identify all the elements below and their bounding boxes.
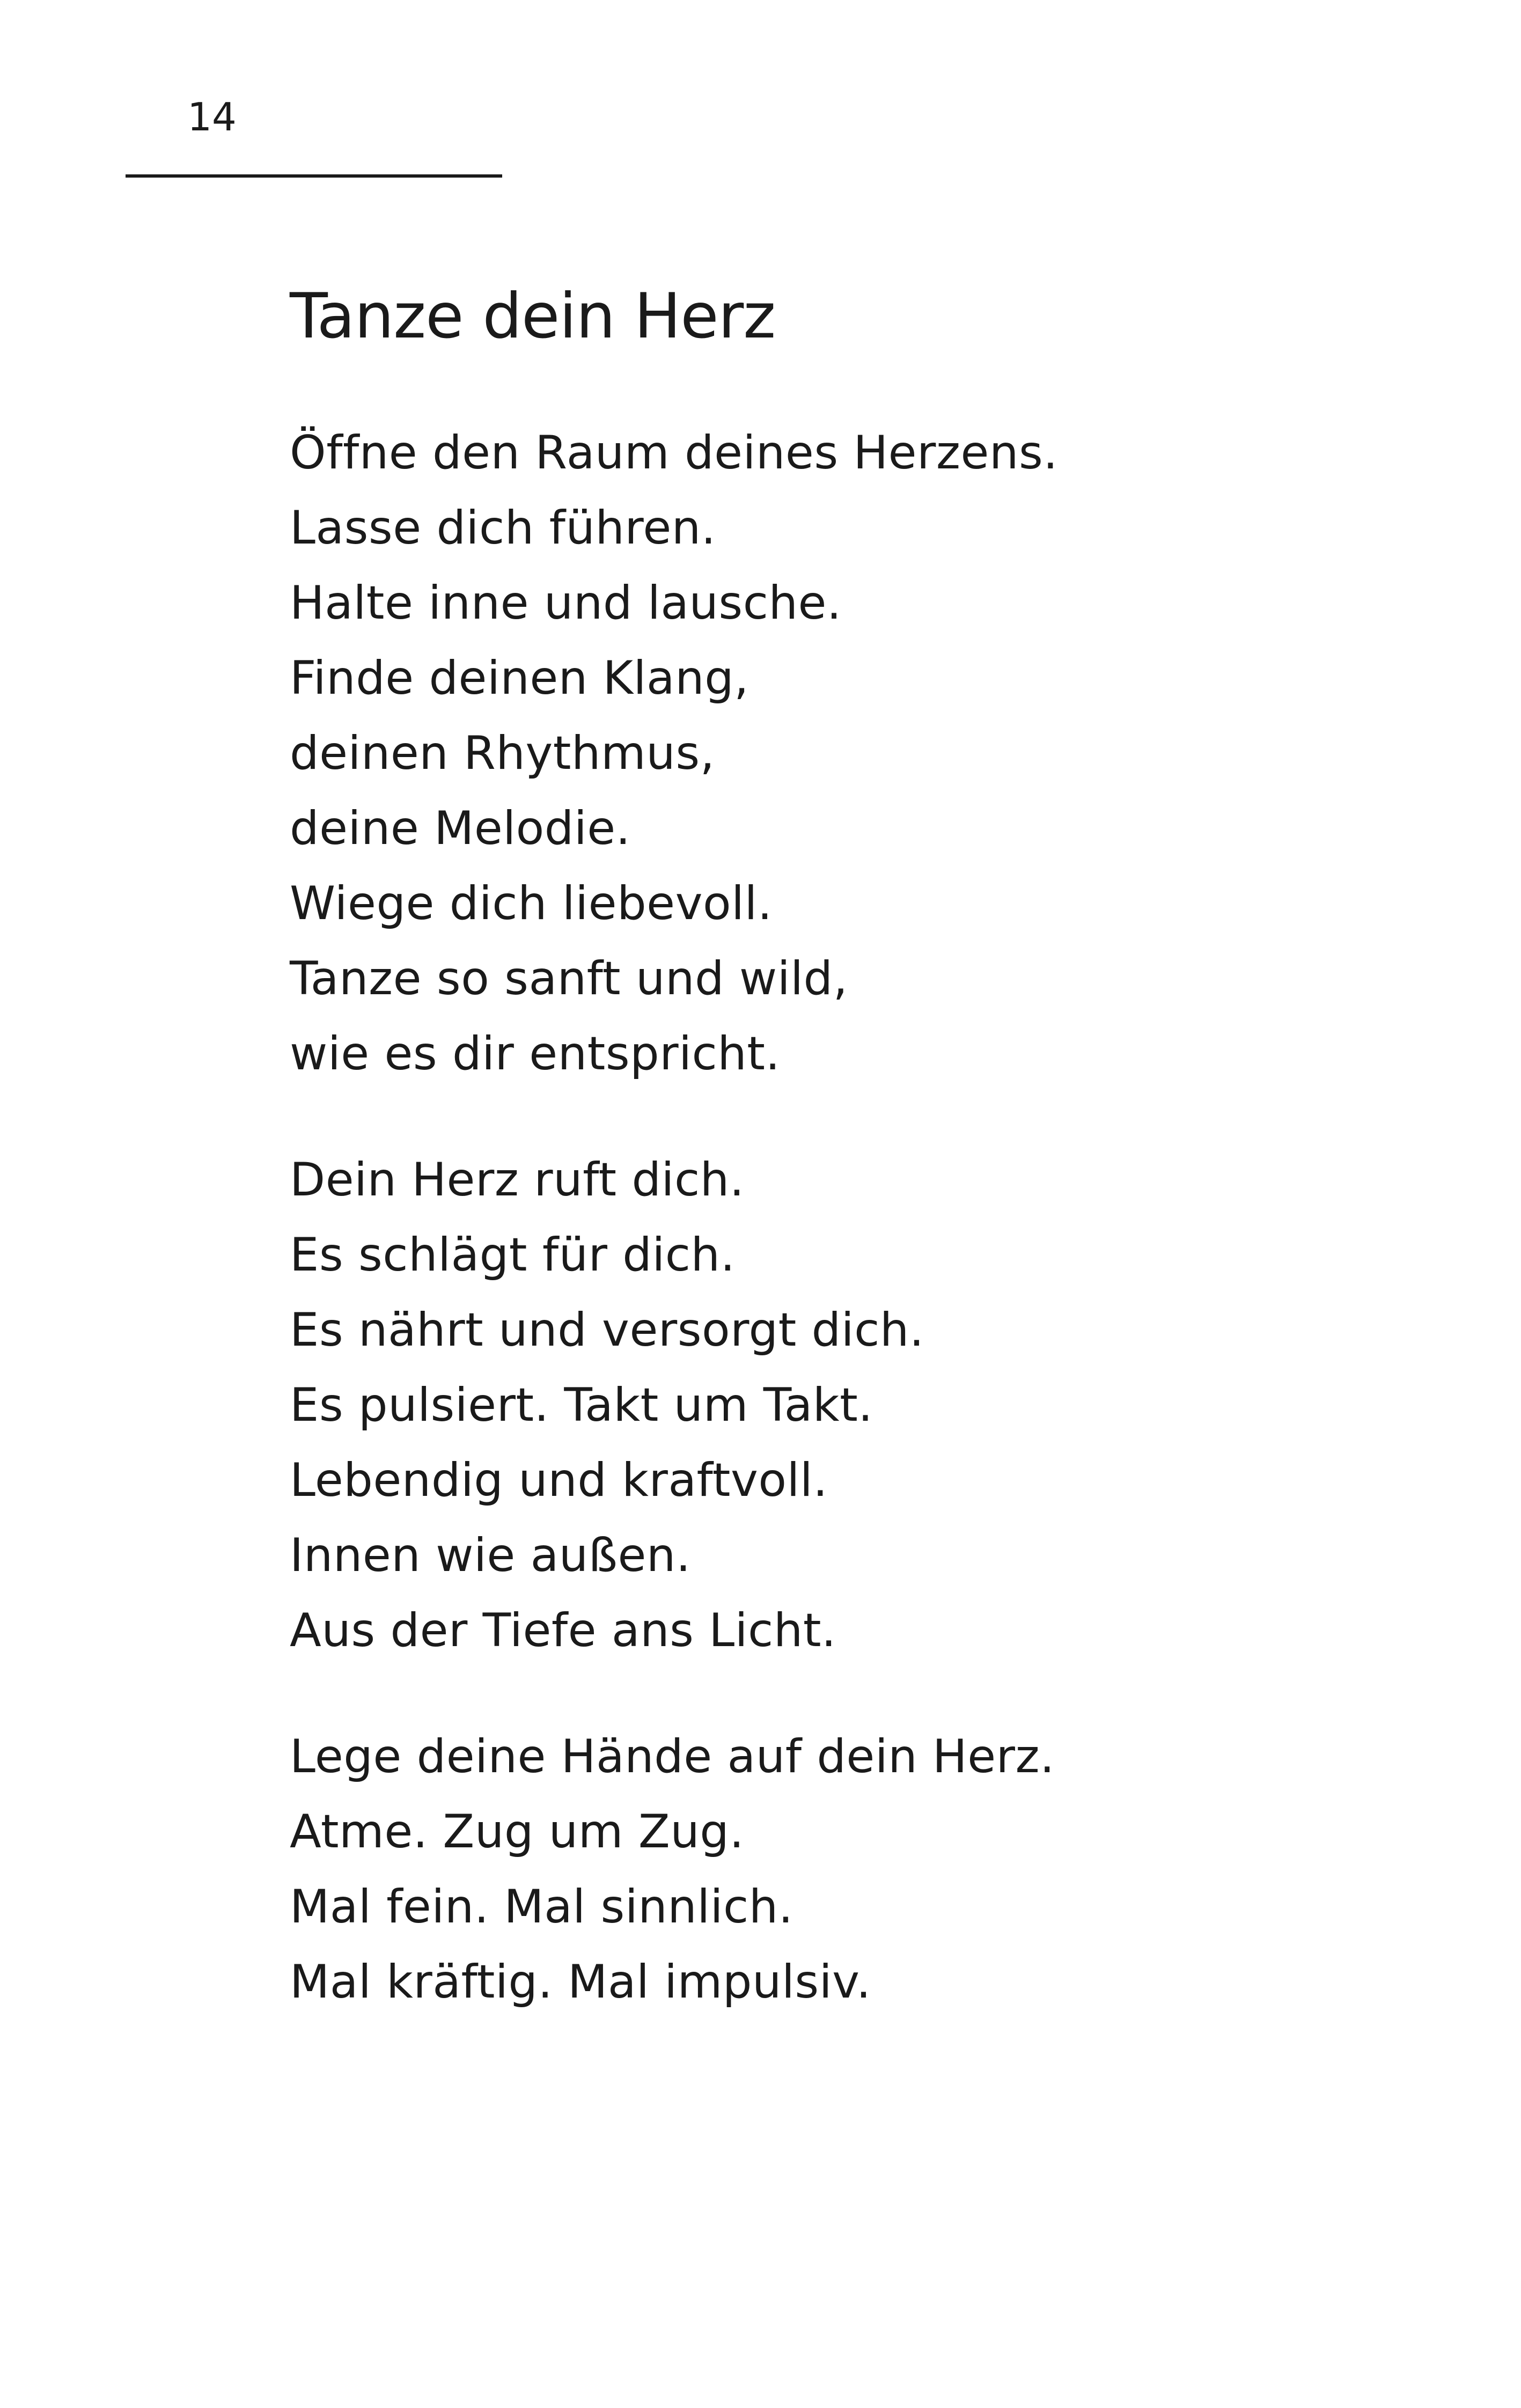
poem-body [290,415,1416,2020]
verse-line: Tanze so sanft und wild, [290,952,848,1005]
stanza-2 [290,1142,1416,1668]
page-number: 14 [187,94,237,140]
stanza-3 [290,1719,1416,2020]
verse-line: Innen wie außen. [290,1529,691,1582]
verse-line: deinen Rhythmus, [290,726,715,780]
verse-line: Es pulsiert. Takt um Takt. [290,1378,873,1432]
poem-title: Tanze dein Herz [290,280,776,353]
verse-line: Mal kräftig. Mal impulsiv. [290,1955,871,2009]
verse-line: Mal fein. Mal sinnlich. [290,1880,793,1934]
header-rule [126,174,502,178]
verse-line: Es schlägt für dich. [290,1228,736,1282]
verse-line: Es nährt und versorgt dich. [290,1303,924,1357]
verse-line: Atme. Zug um Zug. [290,1805,745,1859]
verse-line: deine Melodie. [290,802,631,855]
stanza-1 [290,415,1416,1091]
verse-line: Finde deinen Klang, [290,651,750,705]
verse-line: Halte inne und lausche. [290,576,842,630]
verse-line: Lege deine Hände auf dein Herz. [290,1730,1055,1783]
verse-line: Wiege dich liebevoll. [290,877,773,930]
verse-line: Öffne den Raum deines Herzens. [290,426,1059,480]
verse-line: Lebendig und kraftvoll. [290,1453,828,1507]
verse-line: wie es dir entspricht. [290,1027,781,1081]
verse-line: Aus der Tiefe ans Licht. [290,1604,836,1657]
verse-line: Dein Herz ruft dich. [290,1153,745,1207]
verse-line: Lasse dich führen. [290,501,716,555]
